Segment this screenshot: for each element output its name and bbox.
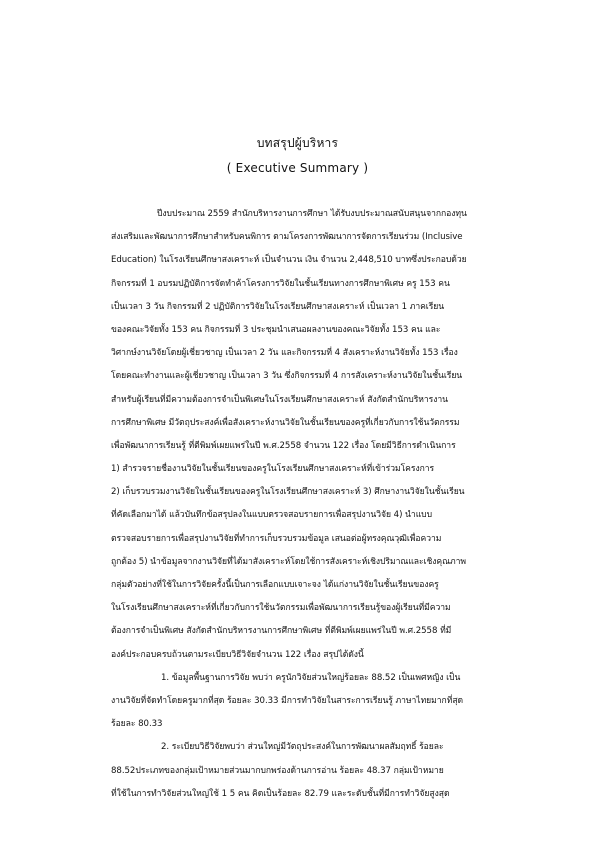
page-subtitle: ( Executive Summary ) [226,161,369,175]
body-line: กิจกรรมที่ 1 อบรมปฏิบัติการจัดทำค้าโครงการวิจัยในชั้นเรียนทางการศึกษาพิเศษ ครู 153 คน [111,278,450,289]
body-line: ของคณะวิจัยทั้ง 153 คน กิจกรรมที่ 3 ประชุมนำเสนอผลงานของคณะวิจัยทั้ง 153 คน และ [111,324,441,335]
body-line: ปีงบประมาณ 2559 สำนักบริหารงานการศึกษา ได้รับงบประมาณสนับสนุนจากกองทุน [157,209,467,219]
body-line: กลุ่มตัวอย่างที่ใช้ในการวิจัยครั้งนี้เป็นการเลือกแบบเจาะจง ได้แก่งานวิจัยในชั้นเรียนของครู [111,580,439,590]
body-line: 1. ข้อมูลพื้นฐานการวิจัย พบว่า ครูนักวิจัยส่วนใหญ่ร้อยละ 88.52 เป็นเพศหญิง เป็น [161,672,461,683]
body-line: ในโรงเรียนศึกษาสงเคราะห์ที่เกี่ยวกับการใช้นวัตกรรมเพื่อพัฒนาการเรียนรู้ของผู้เรียนที่มีความ [111,603,451,614]
body-line: เพื่อพัฒนาการเรียนรู้ ที่ตีพิมพ์เผยแพร่ในปี พ.ศ.2558 จำนวน 122 เรื่อง โดยมีวิธีการดำเนินการ [111,440,456,451]
page-title: บทสรุปผู้บริหาร [256,136,339,150]
body-line: สำหรับผู้เรียนที่มีความต้องการจำเป็นพิเศษในโรงเรียนศึกษาสงเคราะห์ สังกัดสำนักบริหารงาน [111,394,448,405]
body-line: องค์ประกอบครบถ้วนตามระเบียบวิธีวิจัยจำนวน 122 เรื่อง สรุปได้ดังนี้ [111,649,364,660]
body-line: 2. ระเบียบวิธีวิจัยพบว่า ส่วนใหญ่มีวัตถุประสงค์ในการพัฒนาผลสัมฤทธิ์ ร้อยละ [161,742,444,753]
summary-body [111,203,521,806]
body-line: ถูกต้อง 5) นำข้อมูลจากงานวิจัยที่ได้มาสังเคราะห์โดยใช้การสังเคราะห์เชิงปริมาณและเชิงคุณภาพ [111,556,467,567]
body-line: ที่คัดเลือกมาได้ แล้วบันทึกข้อสรุปลงในแบบตรวจสอบรายการเพื่อสรุปงานวิจัย 4) นำแบบ [111,510,432,521]
body-line: 2) เก็บรวบรวมงานวิจัยในชั้นเรียนของครูในโรงเรียนศึกษาสงเคราะห์ 3) ศึกษางานวิจัยในชั้นเรียน [111,487,465,498]
body-line: โดยคณะทำงานและผู้เชี่ยวชาญ เป็นเวลา 3 วัน ซึ่งกิจกรรมที่ 4 การสังเคราะห์งานวิจัยในชั้นเรียน [111,371,463,382]
body-line: เป็นเวลา 3 วัน กิจกรรมที่ 2 ปฏิบัติการวิจัยในโรงเรียนศึกษาสงเคราะห์ เป็นเวลา 1 ภาคเรียน [111,301,445,312]
body-line: ต้องการจำเป็นพิเศษ สังกัดสำนักบริหารงานการศึกษาพิเศษ ที่ตีพิมพ์เผยแพร่ในปี พ.ศ.2558 ที่มี [111,626,452,637]
body-line: ส่งเสริมและพัฒนาการศึกษาสำหรับคนพิการ ตามโครงการพัฒนาการจัดการเรียนร่วม (Inclusive [111,232,463,243]
body-line: ร้อยละ 80.33 [111,719,163,730]
body-line: งานวิจัยที่จัดทำโดยครูมากที่สุด ร้อยละ 30.33 มีการทำวิจัยในสาระการเรียนรู้ ภาษาไทยมากที่สุด [111,695,464,706]
body-line: การศึกษาพิเศษ มีวัตถุประสงค์เพื่อสังเคราะห์งานวิจัยในชั้นเรียนของครูที่เกี่ยวกับการใช้นวัตกรรม [111,417,460,428]
body-line: ตรวจสอบรายการเพื่อสรุปงานวิจัยที่ทำการเก็บรวบรวมข้อมูล เสนอต่อผู้ทรงคุณวุฒิเพื่อความ [111,533,442,544]
body-line: ที่ใช้ในการทำวิจัยส่วนใหญ่ใช้ 1 5 คน คิดเป็นร้อยละ 82.79 และระดับชั้นที่มีการทำวิจัยสูงสุด [111,788,450,799]
body-line: วิศากษ์งานวิจัยโดยผู้เชี่ยวชาญ เป็นเวลา 2 วัน และกิจกรรมที่ 4 สังเคราะห์งานวิจัยทั้ง 153 เรื่อง [111,348,458,359]
body-line: 88.52ประเภทของกลุ่มเป้าหมายส่วนมากบกพร่องด้านการอ่าน ร้อยละ 48.37 กลุ่มเป้าหมาย [111,765,444,776]
body-line: Education) ในโรงเรียนศึกษาสงเคราะห์ เป็นจำนวน เงิน จำนวน 2,448,510 บาทซึ่งประกอบด้วย [111,255,467,266]
body-line: 1) สำรวจรายชื่องานวิจัยในชั้นเรียนของครูในโรงเรียนศึกษาสงเคราะห์ที่เข้าร่วมโครงการ [111,464,435,475]
